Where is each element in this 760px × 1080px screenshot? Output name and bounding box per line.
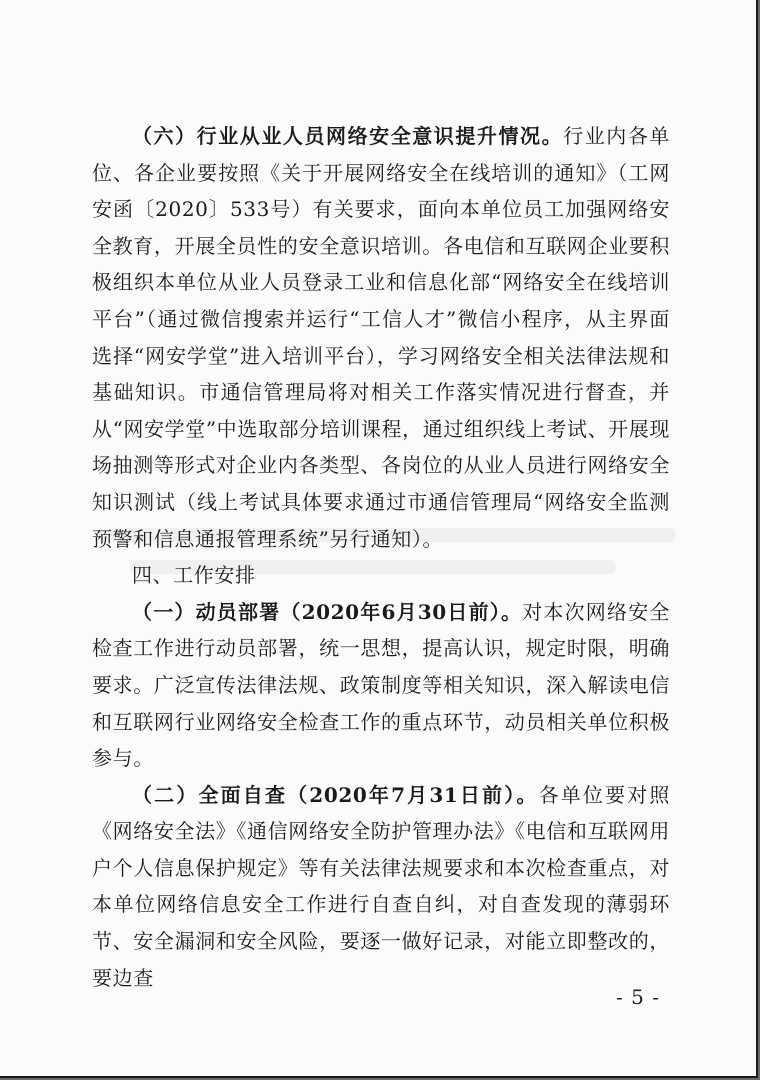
paragraph-lead: （二）全面自查（2020年7月31日前）。 (132, 782, 539, 807)
paragraph-lead: （六）行业从业人员网络安全意识提升情况。 (132, 124, 564, 148)
paragraph-lead: （一）动员部署（2020年6月30日前）。 (132, 599, 523, 624)
document-body (92, 118, 670, 996)
paragraph-self-inspection (92, 777, 670, 997)
paragraph-text: 对本次网络安全检查工作进行动员部署，统一思想，提高认识，规定时限，明确要求。广泛宣传法律法规、政策制度等相关知识，深入解读电信和互联网行业网络安全检查工作的重点环节，动员相关单位积极参与。 (92, 599, 670, 771)
section-heading-work-arrangement: 四、工作安排 (132, 563, 256, 588)
paragraph-text: 各单位要对照《网络安全法》《通信网络安全防护管理办法》《电信和互联网用户个人信息保护规定》等有关法律法规要求和本次检查重点，对本单位网络信息安全工作进行自查自纠，对自查发现的薄弱环节、安全漏洞和安全风险，要逐一做好记录，对能立即整改的，要边查 (92, 782, 670, 990)
page-number: - 5 - (616, 985, 660, 1009)
paragraph-industry-awareness (92, 118, 670, 557)
paragraph-mobilization (92, 594, 670, 777)
paragraph-text: 行业内各单位、各企业要按照《关于开展网络安全在线培训的通知》（工网安函〔2020〕533号）有关要求，面向本单位员工加强网络安全教育，开展全员性的安全意识培训。各电信和互联网企业要积极组织本单位从业人员登录工业和信息化部“网络安全在线培训平台”（通过微信搜索并运行“工信人才”微信小程序，从主界面选择“网安学堂”进入培训平台），学习网络安全相关法律法规和基础知识。市通信管理局将对相关工作落实情况进行督查，并从“网安学堂”中选取部分培训课程，通过组织线上考试、开展现场抽测等形式对企业内各类型、各岗位的从业人员进行网络安全知识测试（线上考试具体要求通过市通信管理局“网络安全监测预警和信息通报管理系统”另行通知）。 (92, 124, 671, 551)
